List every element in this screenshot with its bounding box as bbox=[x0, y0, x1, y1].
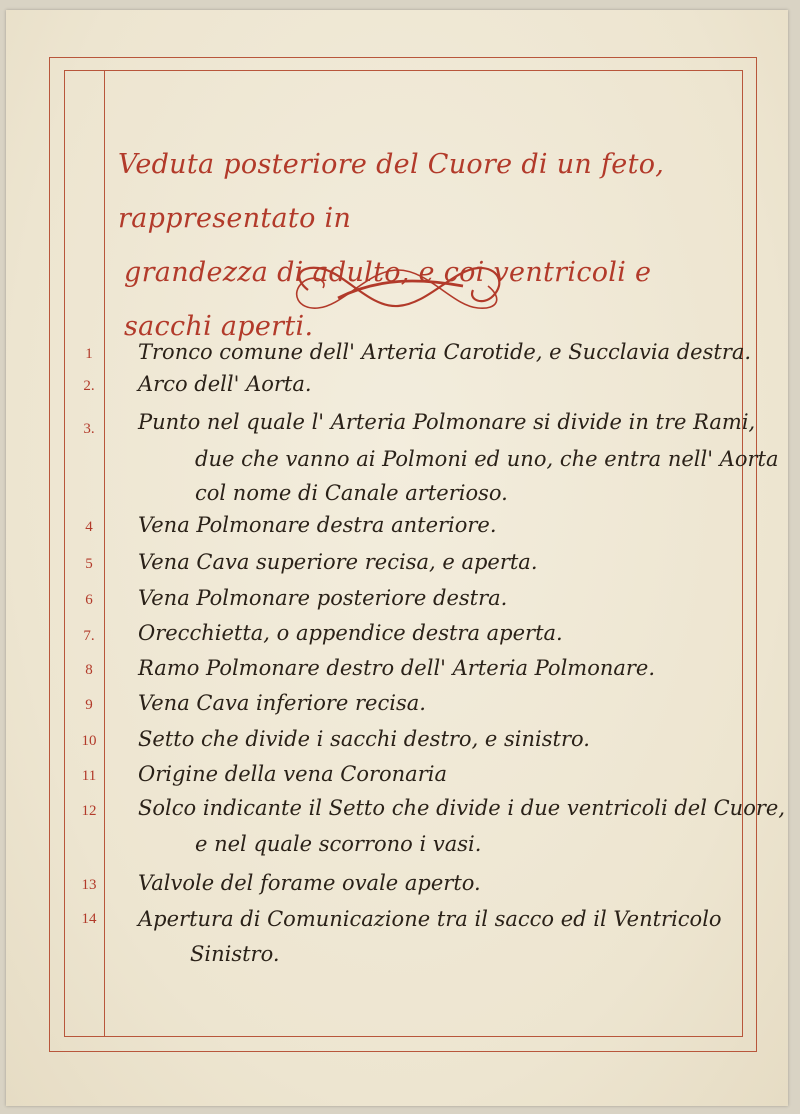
item-number: 3. bbox=[83, 421, 95, 437]
page-title bbox=[118, 138, 728, 354]
title-line-1: Veduta posteriore del Cuore di un feto, rappresentato in bbox=[118, 149, 665, 234]
item-text-line: Apertura di Comunicazione tra il sacco ed il Ventricolo bbox=[138, 907, 722, 931]
item-number: 10 bbox=[81, 733, 97, 749]
item-number: 8 bbox=[85, 662, 93, 678]
item-text-line: Tronco comune dell' Arteria Carotide, e Succlavia destra. bbox=[138, 340, 752, 364]
item-text-line: Sinistro. bbox=[190, 942, 280, 966]
item-number: 11 bbox=[81, 768, 97, 784]
calligraphic-flourish bbox=[288, 258, 508, 318]
item-text-line: Setto che divide i sacchi destro, e sinistro. bbox=[138, 727, 590, 751]
item-text-line: Origine della vena Coronaria bbox=[138, 762, 447, 786]
item-text-line: Vena Cava superiore recisa, e aperta. bbox=[138, 550, 538, 574]
title-line-2: grandezza di adulto, e coi ventricoli e sacchi aperti. bbox=[124, 257, 652, 342]
item-text-line: Orecchietta, o appendice destra aperta. bbox=[138, 621, 563, 645]
item-text-line: Vena Cava inferiore recisa. bbox=[138, 691, 426, 715]
item-text-line: col nome di Canale arterioso. bbox=[195, 481, 508, 505]
item-text-line: Vena Polmonare destra anteriore. bbox=[138, 513, 497, 537]
item-text-line: e nel quale scorrono i vasi. bbox=[195, 832, 482, 856]
item-text-line: due che vanno ai Polmoni ed uno, che entra nell' Aorta bbox=[195, 447, 779, 471]
item-number: 7. bbox=[83, 628, 95, 644]
item-number: 5 bbox=[85, 556, 93, 572]
item-number: 4 bbox=[85, 519, 93, 535]
item-text-line: Punto nel quale l' Arteria Polmonare si divide in tre Rami, bbox=[138, 410, 756, 434]
item-text-line: Arco dell' Aorta. bbox=[138, 372, 312, 396]
item-number: 13 bbox=[81, 877, 97, 893]
item-text-line: Solco indicante il Setto che divide i due ventricoli del Cuore, bbox=[138, 796, 785, 820]
item-text-line: Valvole del forame ovale aperto. bbox=[138, 871, 481, 895]
item-text-line: Ramo Polmonare destro dell' Arteria Polmonare. bbox=[138, 656, 656, 680]
item-number: 1 bbox=[85, 346, 93, 362]
item-number: 6 bbox=[85, 592, 93, 608]
margin-rule bbox=[104, 70, 105, 1037]
item-number: 9 bbox=[85, 697, 93, 713]
item-number: 2. bbox=[83, 378, 95, 394]
item-number: 12 bbox=[81, 803, 97, 819]
item-number: 14 bbox=[81, 911, 97, 927]
item-text-line: Vena Polmonare posteriore destra. bbox=[138, 586, 508, 610]
